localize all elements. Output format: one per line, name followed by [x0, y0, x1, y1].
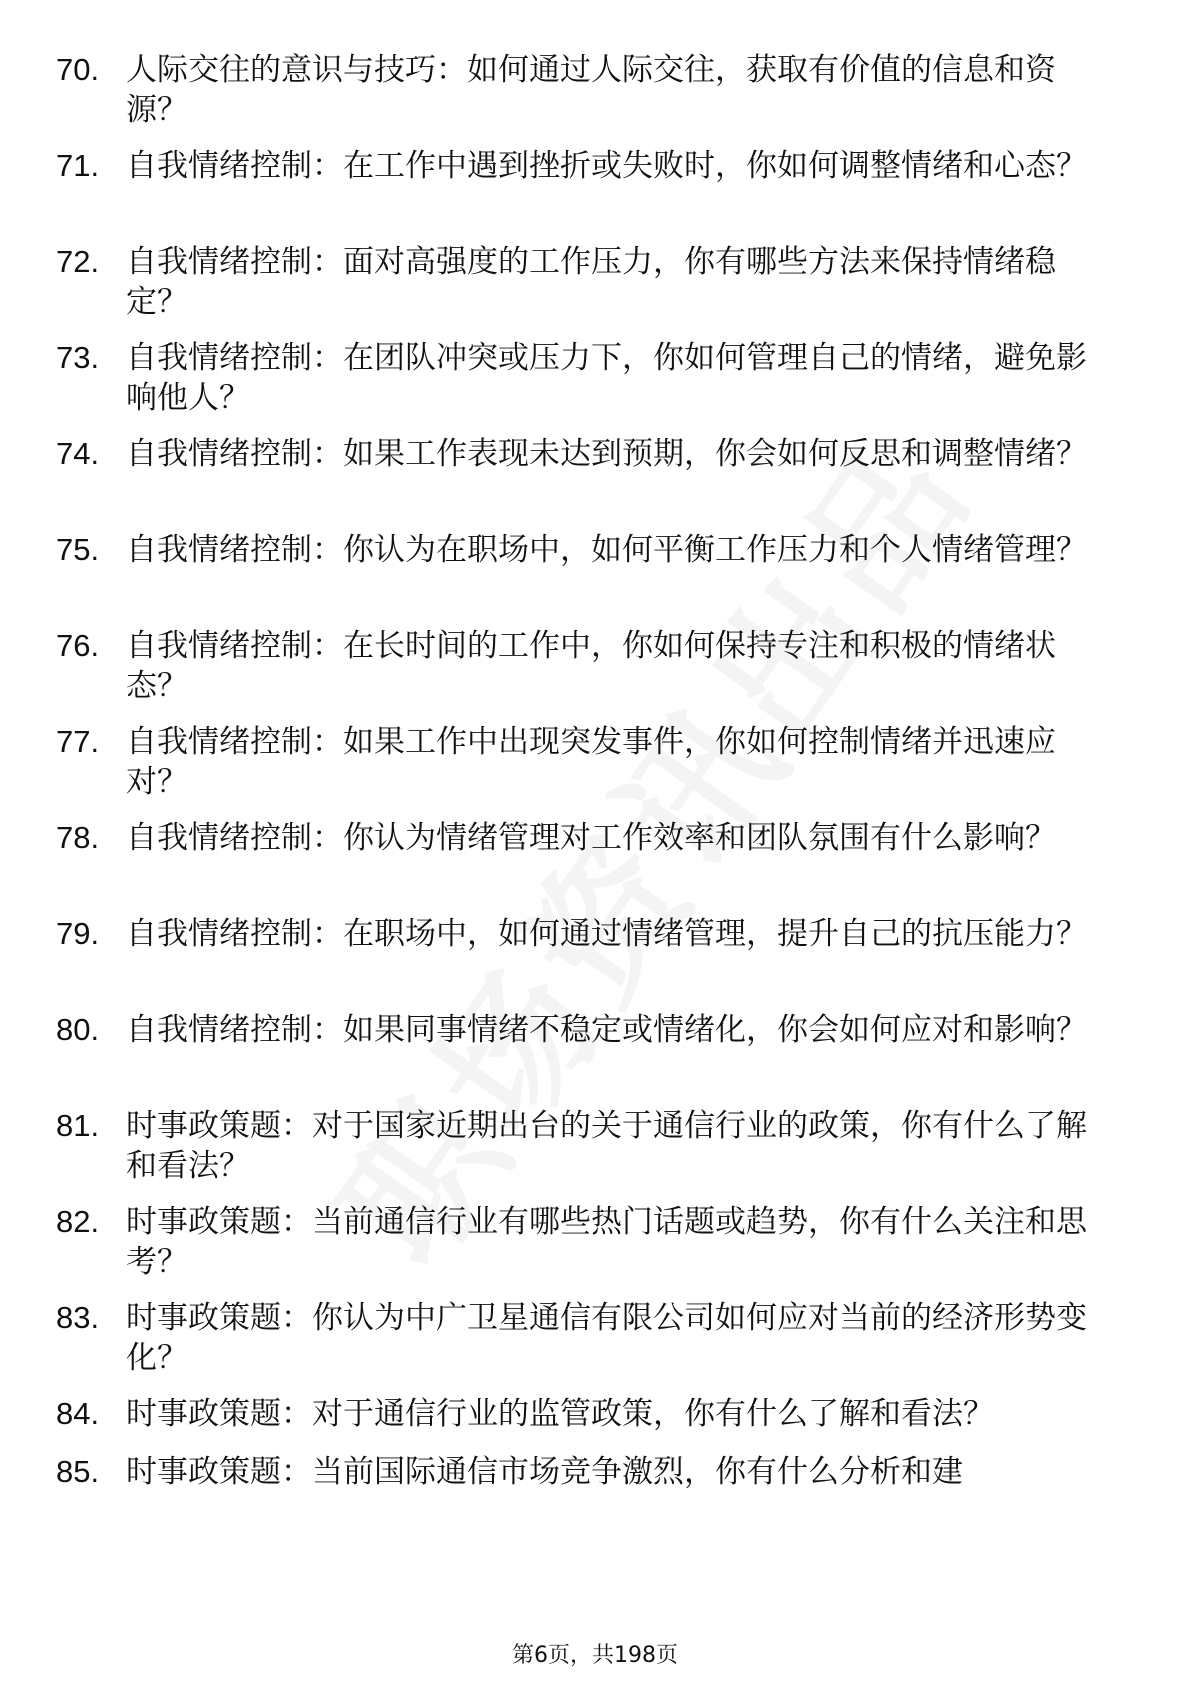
item-text: 时事政策题：你认为中广卫星通信有限公司如何应对当前的经济形势变化？: [126, 1300, 1087, 1376]
item-number: 77.: [56, 724, 100, 759]
item-text: 自我情绪控制：如果工作表现未达到预期，你会如何反思和调整情绪？: [126, 436, 1087, 472]
list-item: [56, 722, 1116, 802]
item-number: 83.: [56, 1300, 100, 1335]
list-item: [56, 626, 1116, 706]
item-number: 81.: [56, 1108, 100, 1143]
list-item: [56, 146, 1116, 186]
list-item: [56, 1202, 1116, 1282]
list-item: [56, 1394, 1116, 1434]
page-footer: 第6页，共198页: [512, 1643, 678, 1668]
item-text: 时事政策题：当前国际通信市场竞争激烈，你有什么分析和建: [126, 1454, 963, 1490]
list-item: [56, 242, 1116, 322]
item-number: 70.: [56, 52, 100, 87]
item-text: 自我情绪控制：你认为在职场中，如何平衡工作压力和个人情绪管理？: [126, 532, 1087, 568]
item-text: 自我情绪控制：在长时间的工作中，你如何保持专注和积极的情绪状态？: [126, 628, 1056, 704]
list-item: [56, 818, 1116, 858]
item-text: 自我情绪控制：在团队冲突或压力下，你如何管理自己的情绪，避免影响他人？: [126, 340, 1087, 416]
item-text: 时事政策题：对于通信行业的监管政策，你有什么了解和看法？: [126, 1396, 994, 1432]
item-text: 自我情绪控制：你认为情绪管理对工作效率和团队氛围有什么影响？: [126, 820, 1056, 856]
item-text: 自我情绪控制：如果工作中出现突发事件，你如何控制情绪并迅速应对？: [126, 724, 1056, 800]
list-item: [56, 338, 1116, 418]
item-number: 75.: [56, 532, 100, 567]
item-number: 71.: [56, 148, 100, 183]
list-item: [56, 530, 1116, 570]
item-number: 79.: [56, 916, 100, 951]
item-number: 82.: [56, 1204, 100, 1239]
item-number: 80.: [56, 1012, 100, 1047]
item-text: 自我情绪控制：在职场中，如何通过情绪管理，提升自己的抗压能力？: [126, 916, 1087, 952]
item-number: 72.: [56, 244, 100, 279]
list-item: [56, 914, 1116, 954]
item-number: 74.: [56, 436, 100, 471]
list-item: [56, 1298, 1116, 1378]
list-item: [56, 434, 1116, 474]
list-item: [56, 50, 1116, 130]
item-text: 自我情绪控制：面对高强度的工作压力，你有哪些方法来保持情绪稳定？: [126, 244, 1056, 320]
item-text: 自我情绪控制：如果同事情绪不稳定或情绪化，你会如何应对和影响？: [126, 1012, 1087, 1048]
list-item: [56, 1452, 1116, 1492]
item-text: 人际交往的意识与技巧：如何通过人际交往，获取有价值的信息和资源？: [126, 52, 1056, 128]
item-text: 自我情绪控制：在工作中遇到挫折或失败时，你如何调整情绪和心态？: [126, 148, 1087, 184]
item-number: 84.: [56, 1396, 100, 1431]
item-number: 73.: [56, 340, 100, 375]
item-text: 时事政策题：当前通信行业有哪些热门话题或趋势，你有什么关注和思考？: [126, 1204, 1087, 1280]
item-number: 78.: [56, 820, 100, 855]
list-item: [56, 1106, 1116, 1186]
item-number: 76.: [56, 628, 100, 663]
item-number: 85.: [56, 1454, 100, 1489]
list-item: [56, 1010, 1116, 1050]
item-text: 时事政策题：对于国家近期出台的关于通信行业的政策，你有什么了解和看法？: [126, 1108, 1087, 1184]
